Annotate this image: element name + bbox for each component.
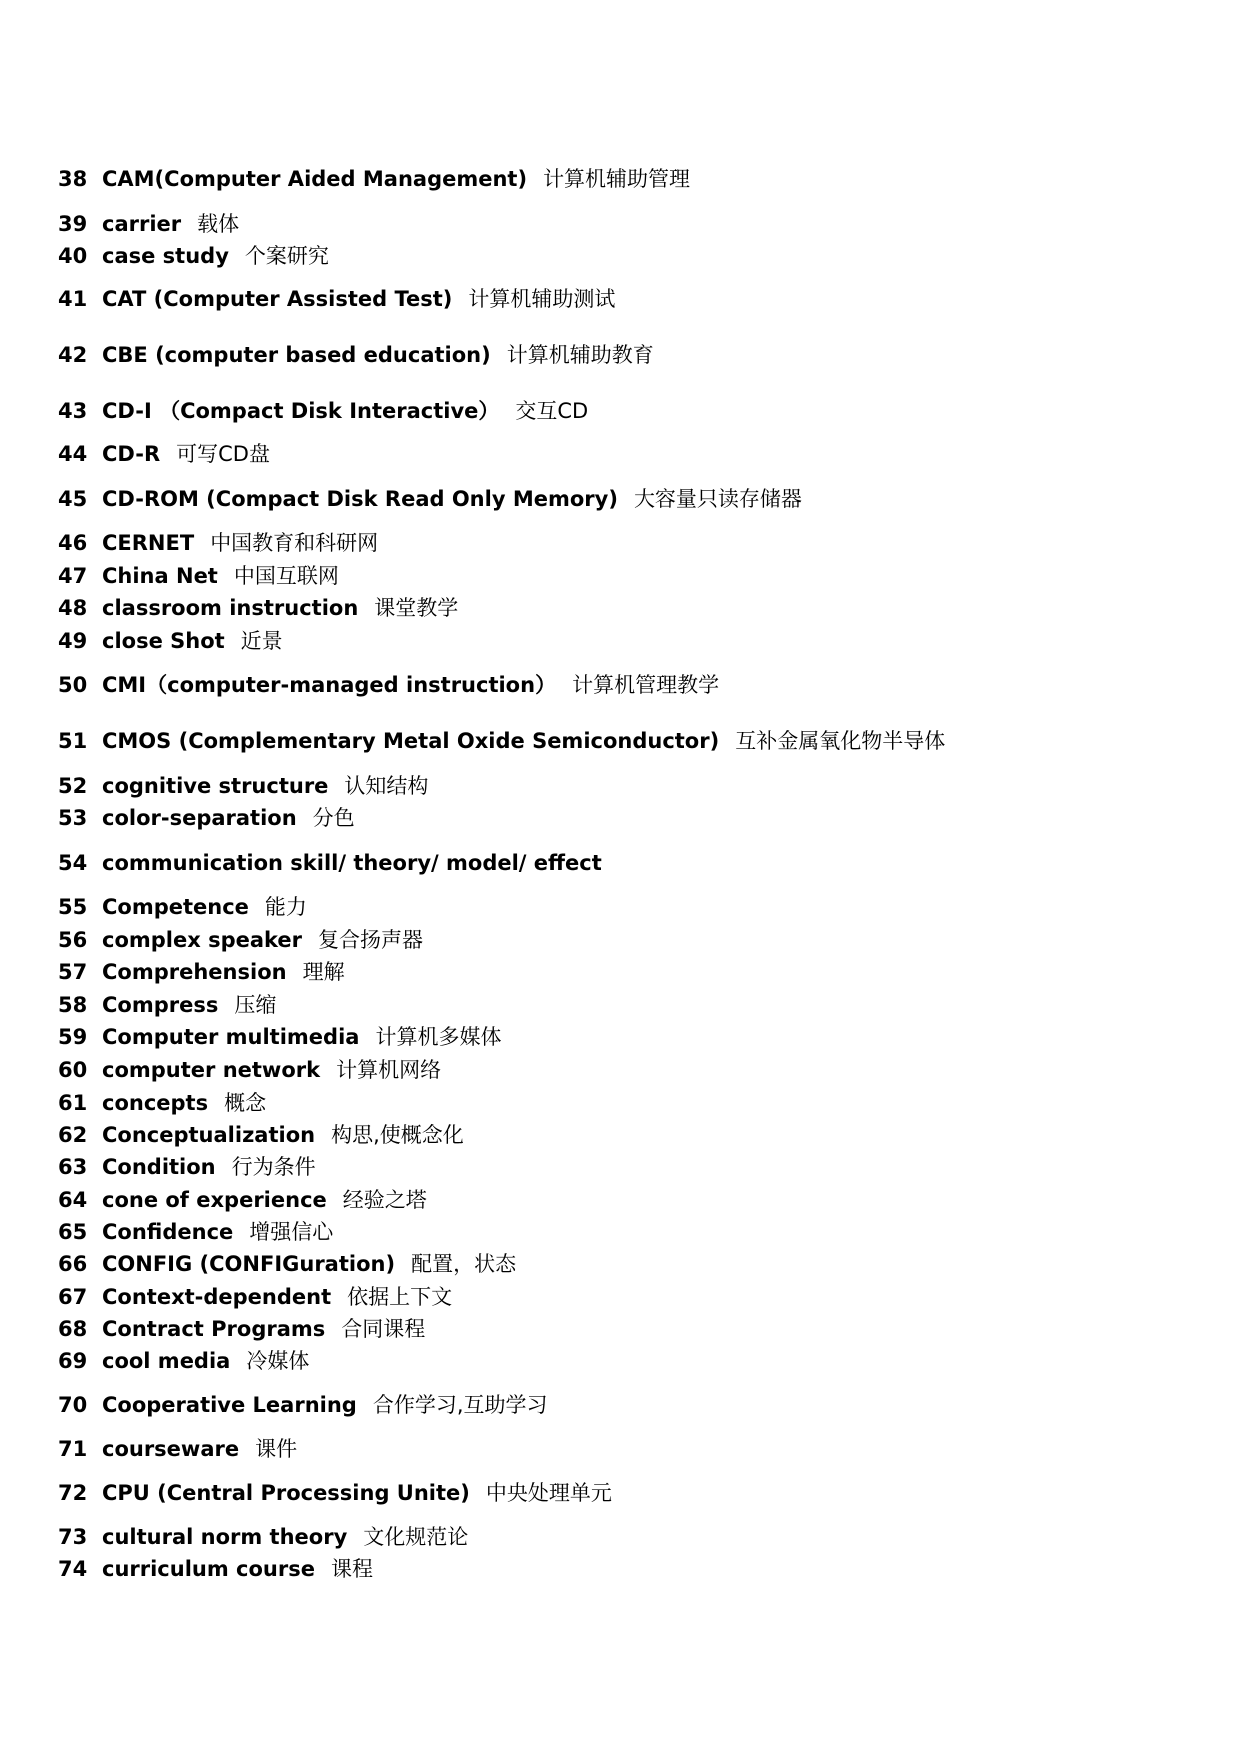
- entry-number: 38: [58, 167, 88, 191]
- entry-translation: 复合扬声器: [318, 928, 424, 952]
- entry-translation: 个案研究: [244, 244, 329, 268]
- entry-term: Computer multimedia: [102, 1025, 360, 1049]
- entry-number: 69: [58, 1349, 88, 1373]
- entry-translation: 课件: [255, 1437, 298, 1461]
- glossary-entry: [58, 670, 719, 700]
- glossary-entry: [58, 164, 690, 194]
- entry-translation: 合同课程: [341, 1317, 426, 1341]
- glossary-entry: [58, 1249, 516, 1279]
- entry-number: 39: [58, 212, 88, 236]
- entry-term: CMOS (Complementary Metal Oxide Semiconductor): [102, 729, 720, 753]
- entry-number: 54: [58, 851, 88, 875]
- glossary-entry: [58, 1022, 501, 1052]
- entry-term: computer network: [102, 1058, 321, 1082]
- glossary-entry: [58, 284, 615, 314]
- glossary-entry: [58, 1088, 266, 1118]
- entry-translation: 中国互联网: [233, 564, 339, 588]
- entry-number: 53: [58, 806, 88, 830]
- entry-translation: 经验之塔: [342, 1188, 427, 1212]
- entry-number: 68: [58, 1317, 88, 1341]
- glossary-entry: [58, 484, 802, 514]
- entry-term: China Net: [102, 564, 218, 588]
- entry-translation: 课程: [330, 1557, 373, 1581]
- glossary-entry: [58, 340, 654, 370]
- entry-translation: 大容量只读存储器: [633, 487, 802, 511]
- entry-number: 60: [58, 1058, 88, 1082]
- entry-number: 43: [58, 399, 88, 423]
- glossary-entry: [58, 1152, 316, 1182]
- entry-number: 73: [58, 1525, 88, 1549]
- entry-translation: 互补金属氧化物半导体: [735, 729, 946, 753]
- entry-term: classroom instruction: [102, 596, 359, 620]
- entry-translation: 构思,使概念化: [331, 1123, 464, 1147]
- entry-term: cognitive structure: [102, 774, 329, 798]
- glossary-entry: [58, 593, 458, 623]
- entry-term: curriculum course: [102, 1557, 315, 1581]
- glossary-entry: [58, 892, 307, 922]
- entry-number: 58: [58, 993, 88, 1017]
- entry-number: 47: [58, 564, 88, 588]
- entry-translation: 认知结构: [344, 774, 429, 798]
- entry-term: CONFIG (CONFIGuration): [102, 1252, 396, 1276]
- entry-translation: 增强信心: [249, 1220, 334, 1244]
- glossary-entry: [58, 771, 428, 801]
- entry-translation: 理解: [302, 960, 345, 984]
- entry-translation: 冷媒体: [246, 1349, 310, 1373]
- entry-term: color-separation: [102, 806, 297, 830]
- glossary-entry: [58, 848, 618, 878]
- entry-number: 63: [58, 1155, 88, 1179]
- entry-number: 51: [58, 729, 88, 753]
- entry-term: Cooperative Learning: [102, 1393, 357, 1417]
- glossary-entry: [58, 957, 345, 987]
- entry-term: CPU (Central Processing Unite): [102, 1481, 470, 1505]
- entry-term: Contract Programs: [102, 1317, 326, 1341]
- entry-term: close Shot: [102, 629, 225, 653]
- glossary-entry: [58, 241, 329, 271]
- entry-translation: 载体: [197, 212, 240, 236]
- entry-number: 71: [58, 1437, 88, 1461]
- entry-translation: 计算机辅助管理: [543, 167, 691, 191]
- glossary-entry: [58, 1390, 548, 1420]
- entry-term: CERNET: [102, 531, 195, 555]
- entry-translation: 能力: [264, 895, 307, 919]
- glossary-entry: [58, 626, 283, 656]
- entry-term: cultural norm theory: [102, 1525, 348, 1549]
- entry-term: CAM(Computer Aided Management): [102, 167, 528, 191]
- entry-term: cone of experience: [102, 1188, 327, 1212]
- entry-term: case study: [102, 244, 229, 268]
- entry-number: 67: [58, 1285, 88, 1309]
- entry-translation: 行为条件: [231, 1155, 316, 1179]
- entry-term: cool media: [102, 1349, 231, 1373]
- entry-term: Confidence: [102, 1220, 234, 1244]
- entry-term: CD-ROM (Compact Disk Read Only Memory): [102, 487, 618, 511]
- entry-term: CAT (Computer Assisted Test): [102, 287, 453, 311]
- entry-number: 49: [58, 629, 88, 653]
- entry-translation: 中央处理单元: [485, 1481, 612, 1505]
- glossary-entry: [58, 561, 339, 591]
- entry-translation: 交互CD: [515, 399, 589, 423]
- entry-number: 74: [58, 1557, 88, 1581]
- entry-translation: 压缩: [234, 993, 277, 1017]
- entry-number: 65: [58, 1220, 88, 1244]
- entry-number: 61: [58, 1091, 88, 1115]
- entry-translation: 依据上下文: [347, 1285, 453, 1309]
- entry-number: 56: [58, 928, 88, 952]
- entry-term: Comprehension: [102, 960, 287, 984]
- entry-term: Conceptualization: [102, 1123, 316, 1147]
- glossary-entry: [58, 990, 276, 1020]
- entry-term: Competence: [102, 895, 249, 919]
- entry-translation: 文化规范论: [363, 1525, 469, 1549]
- entry-number: 59: [58, 1025, 88, 1049]
- entry-term: carrier: [102, 212, 182, 236]
- entry-translation: 计算机辅助教育: [506, 343, 654, 367]
- entry-number: 50: [58, 673, 88, 697]
- glossary-entry: [58, 1120, 464, 1150]
- entry-term: Context-dependent: [102, 1285, 332, 1309]
- entry-translation: 计算机管理教学: [572, 673, 720, 697]
- entry-translation: 近景: [240, 629, 283, 653]
- entry-translation: 分色: [312, 806, 355, 830]
- entry-number: 64: [58, 1188, 88, 1212]
- entry-number: 41: [58, 287, 88, 311]
- entry-number: 72: [58, 1481, 88, 1505]
- glossary-entry: [58, 925, 423, 955]
- entry-translation: 课堂教学: [374, 596, 459, 620]
- glossary-entry: [58, 1217, 333, 1247]
- glossary-entry: [58, 1346, 309, 1376]
- entry-translation: 计算机网络: [336, 1058, 442, 1082]
- glossary-entry: [58, 1314, 425, 1344]
- entry-translation: 计算机辅助测试: [468, 287, 616, 311]
- entry-number: 45: [58, 487, 88, 511]
- entry-term: communication skill/ theory/ model/ effect: [102, 851, 602, 875]
- entry-term: CD-R: [102, 442, 161, 466]
- entry-translation: 计算机多媒体: [375, 1025, 502, 1049]
- entry-number: 66: [58, 1252, 88, 1276]
- glossary-entry: [58, 1185, 427, 1215]
- glossary-entry: [58, 396, 588, 426]
- glossary-entry: [58, 209, 239, 239]
- glossary-entry: [58, 1055, 441, 1085]
- glossary-entry: [58, 1522, 468, 1552]
- glossary-entry: [58, 439, 270, 469]
- entry-number: 52: [58, 774, 88, 798]
- entry-term: Compress: [102, 993, 219, 1017]
- glossary-entry: [58, 1434, 297, 1464]
- entry-number: 48: [58, 596, 88, 620]
- entry-translation: 可写CD盘: [176, 442, 270, 466]
- entry-number: 44: [58, 442, 88, 466]
- entry-translation: 中国教育和科研网: [210, 531, 379, 555]
- entry-term: CMI（computer-managed instruction）: [102, 673, 557, 697]
- glossary-entry: [58, 803, 355, 833]
- entry-number: 46: [58, 531, 88, 555]
- entry-term: concepts: [102, 1091, 209, 1115]
- entry-number: 62: [58, 1123, 88, 1147]
- entry-term: Condition: [102, 1155, 216, 1179]
- glossary-entry: [58, 1478, 612, 1508]
- entry-translation: 配置，状态: [411, 1252, 517, 1276]
- entry-translation: 合作学习,互助学习: [372, 1393, 548, 1417]
- glossary-entry: [58, 1554, 373, 1584]
- glossary-entry: [58, 726, 945, 756]
- entry-term: CD-I （Compact Disk Interactive）: [102, 399, 500, 423]
- entry-number: 40: [58, 244, 88, 268]
- glossary-entry: [58, 528, 378, 558]
- entry-number: 55: [58, 895, 88, 919]
- entry-number: 70: [58, 1393, 88, 1417]
- entry-term: courseware: [102, 1437, 240, 1461]
- entry-number: 57: [58, 960, 88, 984]
- entry-translation: 概念: [224, 1091, 267, 1115]
- entry-term: complex speaker: [102, 928, 303, 952]
- glossary-entry: [58, 1282, 452, 1312]
- entry-number: 42: [58, 343, 88, 367]
- entry-term: CBE (computer based education): [102, 343, 491, 367]
